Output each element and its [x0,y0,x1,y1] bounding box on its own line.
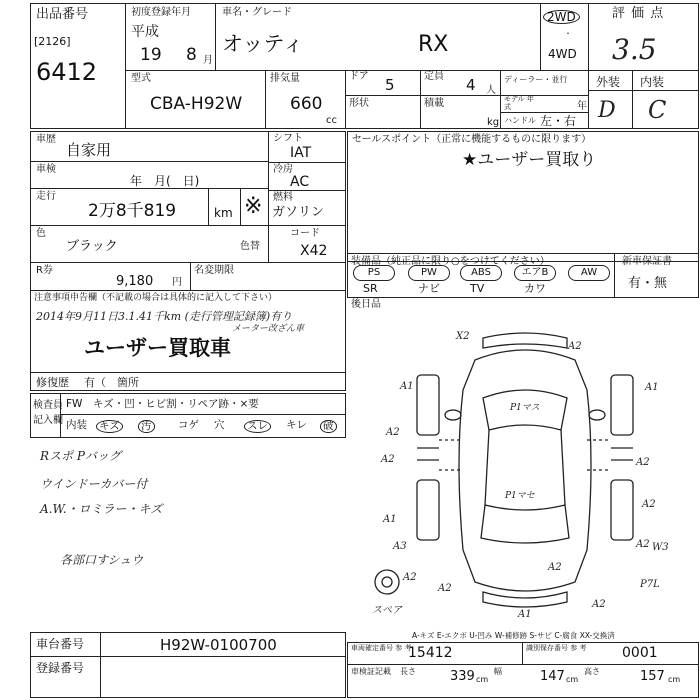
car-right-mirror [589,410,605,420]
equipment-item-sub-2: TV [470,282,485,295]
inspector-item-5: キレ [286,419,307,431]
capacity-unit: 人 [486,85,496,96]
damage-mark-11: A3 [393,541,407,552]
height: 157 [640,669,665,684]
doors: 5 [385,76,395,94]
damage-legend: A-キズ E-エクボ U-凹み W-補修跡 S-サビ C-腐食 XX-交換済 [412,631,615,640]
ref-number: 15412 [408,645,453,661]
car-front-bumper [483,333,567,348]
inspector-item-6: 破 [320,420,337,433]
notes-label: 注意事項申告欄（不記載の場合は具体的に記入して下さい） [34,293,278,303]
drive-4wd: 4WD [548,47,577,61]
hand-note-2: ウインドーカバー付 [40,477,148,491]
capacity-label: 定員 [424,71,444,82]
era: 平成 [131,24,159,40]
lot-number-label: 出品番号 [36,7,89,22]
model-year-unit: 年 [577,101,587,112]
model-year-label: モデル 年式 [504,95,534,111]
model-code: CBA-H92W [150,94,243,114]
equipment-item-sub-1: ナビ [418,282,440,295]
spare-tire [375,570,399,594]
exterior-label: 外装 [596,75,621,89]
width-unit: cm [566,675,579,684]
equipment-label: 装備品（純正品に限り○をつけてください） [351,256,550,267]
inspection-label: 車検 [36,164,56,175]
color: ブラック [66,239,118,254]
recycle-unit: 円 [172,277,182,288]
inspector-item-2: コゲ [178,419,199,431]
shift-label: シフト [273,133,303,144]
equipment-item-2: ABS [460,265,502,281]
handle-label: ハンドル [504,116,536,125]
interior-label: 内装 [640,75,665,89]
damage-mark-12: A2 [636,539,650,550]
rec-number: 0001 [622,645,658,661]
car-left-mirror [445,410,461,420]
height-unit: cm [668,675,681,684]
car-left-front-panel [417,375,439,435]
car-right-front-panel [611,375,633,435]
width: 147 [540,669,565,684]
height-label: 高さ [584,667,600,676]
car-left-rear-panel [417,480,439,540]
doors-label: ドア [349,71,369,82]
notes-handwritten: 2014年9月11日3.1.41千km (走行管理記録簿)有り [36,310,293,323]
grade: RX [418,32,449,57]
sales-point-text: ★ユーザー買取り [462,150,597,170]
damage-mark-16: P7L [640,579,660,590]
damage-mark-19: A1 [518,609,532,620]
inspection: 年 月( 日) [130,174,200,188]
displacement-unit: cc [326,115,337,126]
hand-note-3: A.W.・ロミラー・キズ [40,502,163,516]
inspector-row-2-prefix: 内装 [66,419,87,431]
mileage-label: 走行 [36,191,56,202]
interior-grade: C [648,96,667,124]
score-label: 評 価 点 [612,6,665,21]
auction-sheet: 出品番号 [2126] 6412 初度登録年月 平成 19 8 月 車名・グレード オッティ RX 2WD ・ 4WD 評 価 点 3.5 型式 CBA-H92W 排気量 660 cc ドア 5 定員 4 人 形状 積載 kg ディーラー・並行 モデル 年式 年 ハンドル 左・右 外装 内装 D C 車歴 自家用 車検 年 月( 日) 走行 2万8千819 km ※ 色 ブラック 色替 コード X42 R券 9,180 円 名変期限 シフト IAT 冷房 AC 燃料 ガソリン 注意事項申告欄（不記載の場合は具体的に記入して下さい） 2014年9月11日3.1.41千km (走行管理記録簿)有り メーター改ざん車 ユーザー買取車 修復歴 有（ 箇所 セールスポイント（正常に機能するものに限ります） ★ユーザー買取り 装備品（純正品に限り○をつけてください） 新車保証書 有・無 PS SR PW ナビ ABS TV エアB カワ AW 後日品 検査員 記入欄 FW キズ・凹・ヒビ割・リペア跡・×要 内装 キズ 汚 コゲ 穴 スレ キレ 破 Rスポ Pバッグ ウインドーカバー付 A.W.・ロミラー・キズ 各部口すシュウ X2 A2 A1 A1 P1マス A2 A2 A2 A2 A1 P1マセ A3 A2 A2 W3 A2 P7L A2 A2 A1 スペア A-キズ E-エクボ U-凹み W-補修跡 S-サビ C-腐食 XX-交換済 車台番号 H92W-0100700 登録番号 車両確定番号 参 考 15412 識別保存番号 参 考 0001 車検証記載 長さ 339 cm 幅 147 cm 高さ 157 cm [0,0,700,700]
first-reg-month: 8 [186,45,197,65]
notes-handwritten-2: メーター改ざん車 [232,324,305,334]
first-reg-year: 19 [140,45,162,65]
displacement: 660 [290,94,323,114]
month-unit: 月 [203,55,213,66]
damage-mark-3: A1 [645,382,659,393]
recycle: 9,180 [116,274,154,289]
displacement-label: 排気量 [270,73,300,84]
history: 自家用 [66,141,112,159]
chassis-number: H92W-0100700 [160,636,277,654]
lot-ref: [2126] [34,35,71,48]
reg-label: 登録番号 [36,661,85,675]
damage-mark-1: A2 [568,341,582,352]
model-grade-label: 車名・グレード [222,7,292,18]
damage-mark-20: スペア [372,605,402,616]
exterior-grade: D [598,98,616,123]
equipment-item-3: エアB [514,265,556,281]
equipment-item-1: PW [408,265,450,281]
damage-mark-13: A2 [403,572,417,583]
hand-note-4: 各部口すシュウ [60,553,144,567]
shape-label: 形状 [349,98,369,109]
length-label: 長さ [400,667,416,676]
sales-point-label: セールスポイント（正常に機能するものに限ります） [352,134,592,145]
damage-mark-5: A2 [386,427,400,438]
color-change-label: 色替 [240,241,260,252]
mileage-unit: km [214,206,233,220]
damage-mark-17: A2 [438,583,452,594]
rec-label: 識別保存番号 参 考 [526,644,587,652]
repair-value: 有（ 箇所 [84,376,139,389]
lot-number: 6412 [36,58,98,86]
inspector-item-3: 穴 [214,419,225,431]
inspector-item-1: 汚 [138,420,155,433]
inspector-label-2: 記入欄 [33,415,63,426]
damage-mark-6: A2 [636,457,650,468]
fuel: ガソリン [272,205,325,220]
load-unit: kg [487,117,500,128]
length: 339 [450,669,475,684]
title-period-label: 名変期限 [194,265,234,276]
damage-mark-4: P1マス [510,403,540,413]
inspector-label-1: 検査員 [33,400,63,411]
equipment-item-0: PS [353,265,395,281]
car-right-rear-panel [611,480,633,540]
equipment-item-4: AW [568,265,610,281]
capacity: 4 [466,76,476,94]
car-rear-window [481,505,569,543]
ac: AC [290,174,310,190]
score: 3.5 [612,33,657,66]
model-name: オッティ [222,32,304,56]
equipment-item-sub-3: カワ [524,282,546,295]
mileage: 2万8千819 [88,201,177,221]
hand-note-1: Rスポ Pバッグ [40,449,121,463]
damage-mark-7: A2 [381,454,395,465]
first-reg-label: 初度登録年月 [131,7,191,18]
length-unit: cm [476,675,489,684]
recycle-label: R券 [36,265,53,276]
damage-mark-15: A2 [548,562,562,573]
model-code-label: 型式 [131,73,151,84]
car-body-outline [459,350,591,591]
dims-label: 車検証記載 [351,667,391,676]
width-label: 幅 [494,667,502,676]
drive-2wd: 2WD [543,10,580,24]
handle-value: 左・右 [540,114,577,128]
damage-mark-2: A1 [400,381,414,392]
damage-mark-0: X2 [456,331,470,342]
damage-mark-18: A2 [592,599,606,610]
dealer-label: ディーラー・並行 [504,75,568,84]
damage-mark-10: P1マセ [505,491,535,501]
load-label: 積載 [424,98,444,109]
damage-mark-9: A1 [383,514,397,525]
fuel-label: 燃料 [273,192,293,203]
inspector-row-1: FW キズ・凹・ヒビ割・リペア跡・×要 [66,398,259,410]
post-items-label: 後日品 [351,299,381,310]
inspector-item-4: スレ [244,420,271,433]
notes-stamp: ユーザー買取車 [84,336,231,360]
warranty-value: 有・無 [628,276,668,291]
mileage-mark: ※ [244,194,263,219]
inspector-item-0: キズ [96,420,123,433]
ac-label: 冷房 [273,164,293,175]
color-label: 色 [36,228,46,239]
repair-label: 修復歴 [36,376,69,389]
shift: IAT [290,145,312,161]
color-code-label: コード [290,228,320,239]
chassis-label: 車台番号 [36,637,85,651]
car-rear-bumper [483,592,567,607]
color-code: X42 [300,243,328,259]
equipment-item-sub-0: SR [363,282,378,295]
damage-mark-8: A2 [642,499,656,510]
history-label: 車歴 [36,134,56,145]
ref-label: 車両確定番号 参 考 [351,644,412,652]
damage-mark-14: W3 [652,542,669,553]
warranty-label: 新車保証書 [622,256,672,267]
